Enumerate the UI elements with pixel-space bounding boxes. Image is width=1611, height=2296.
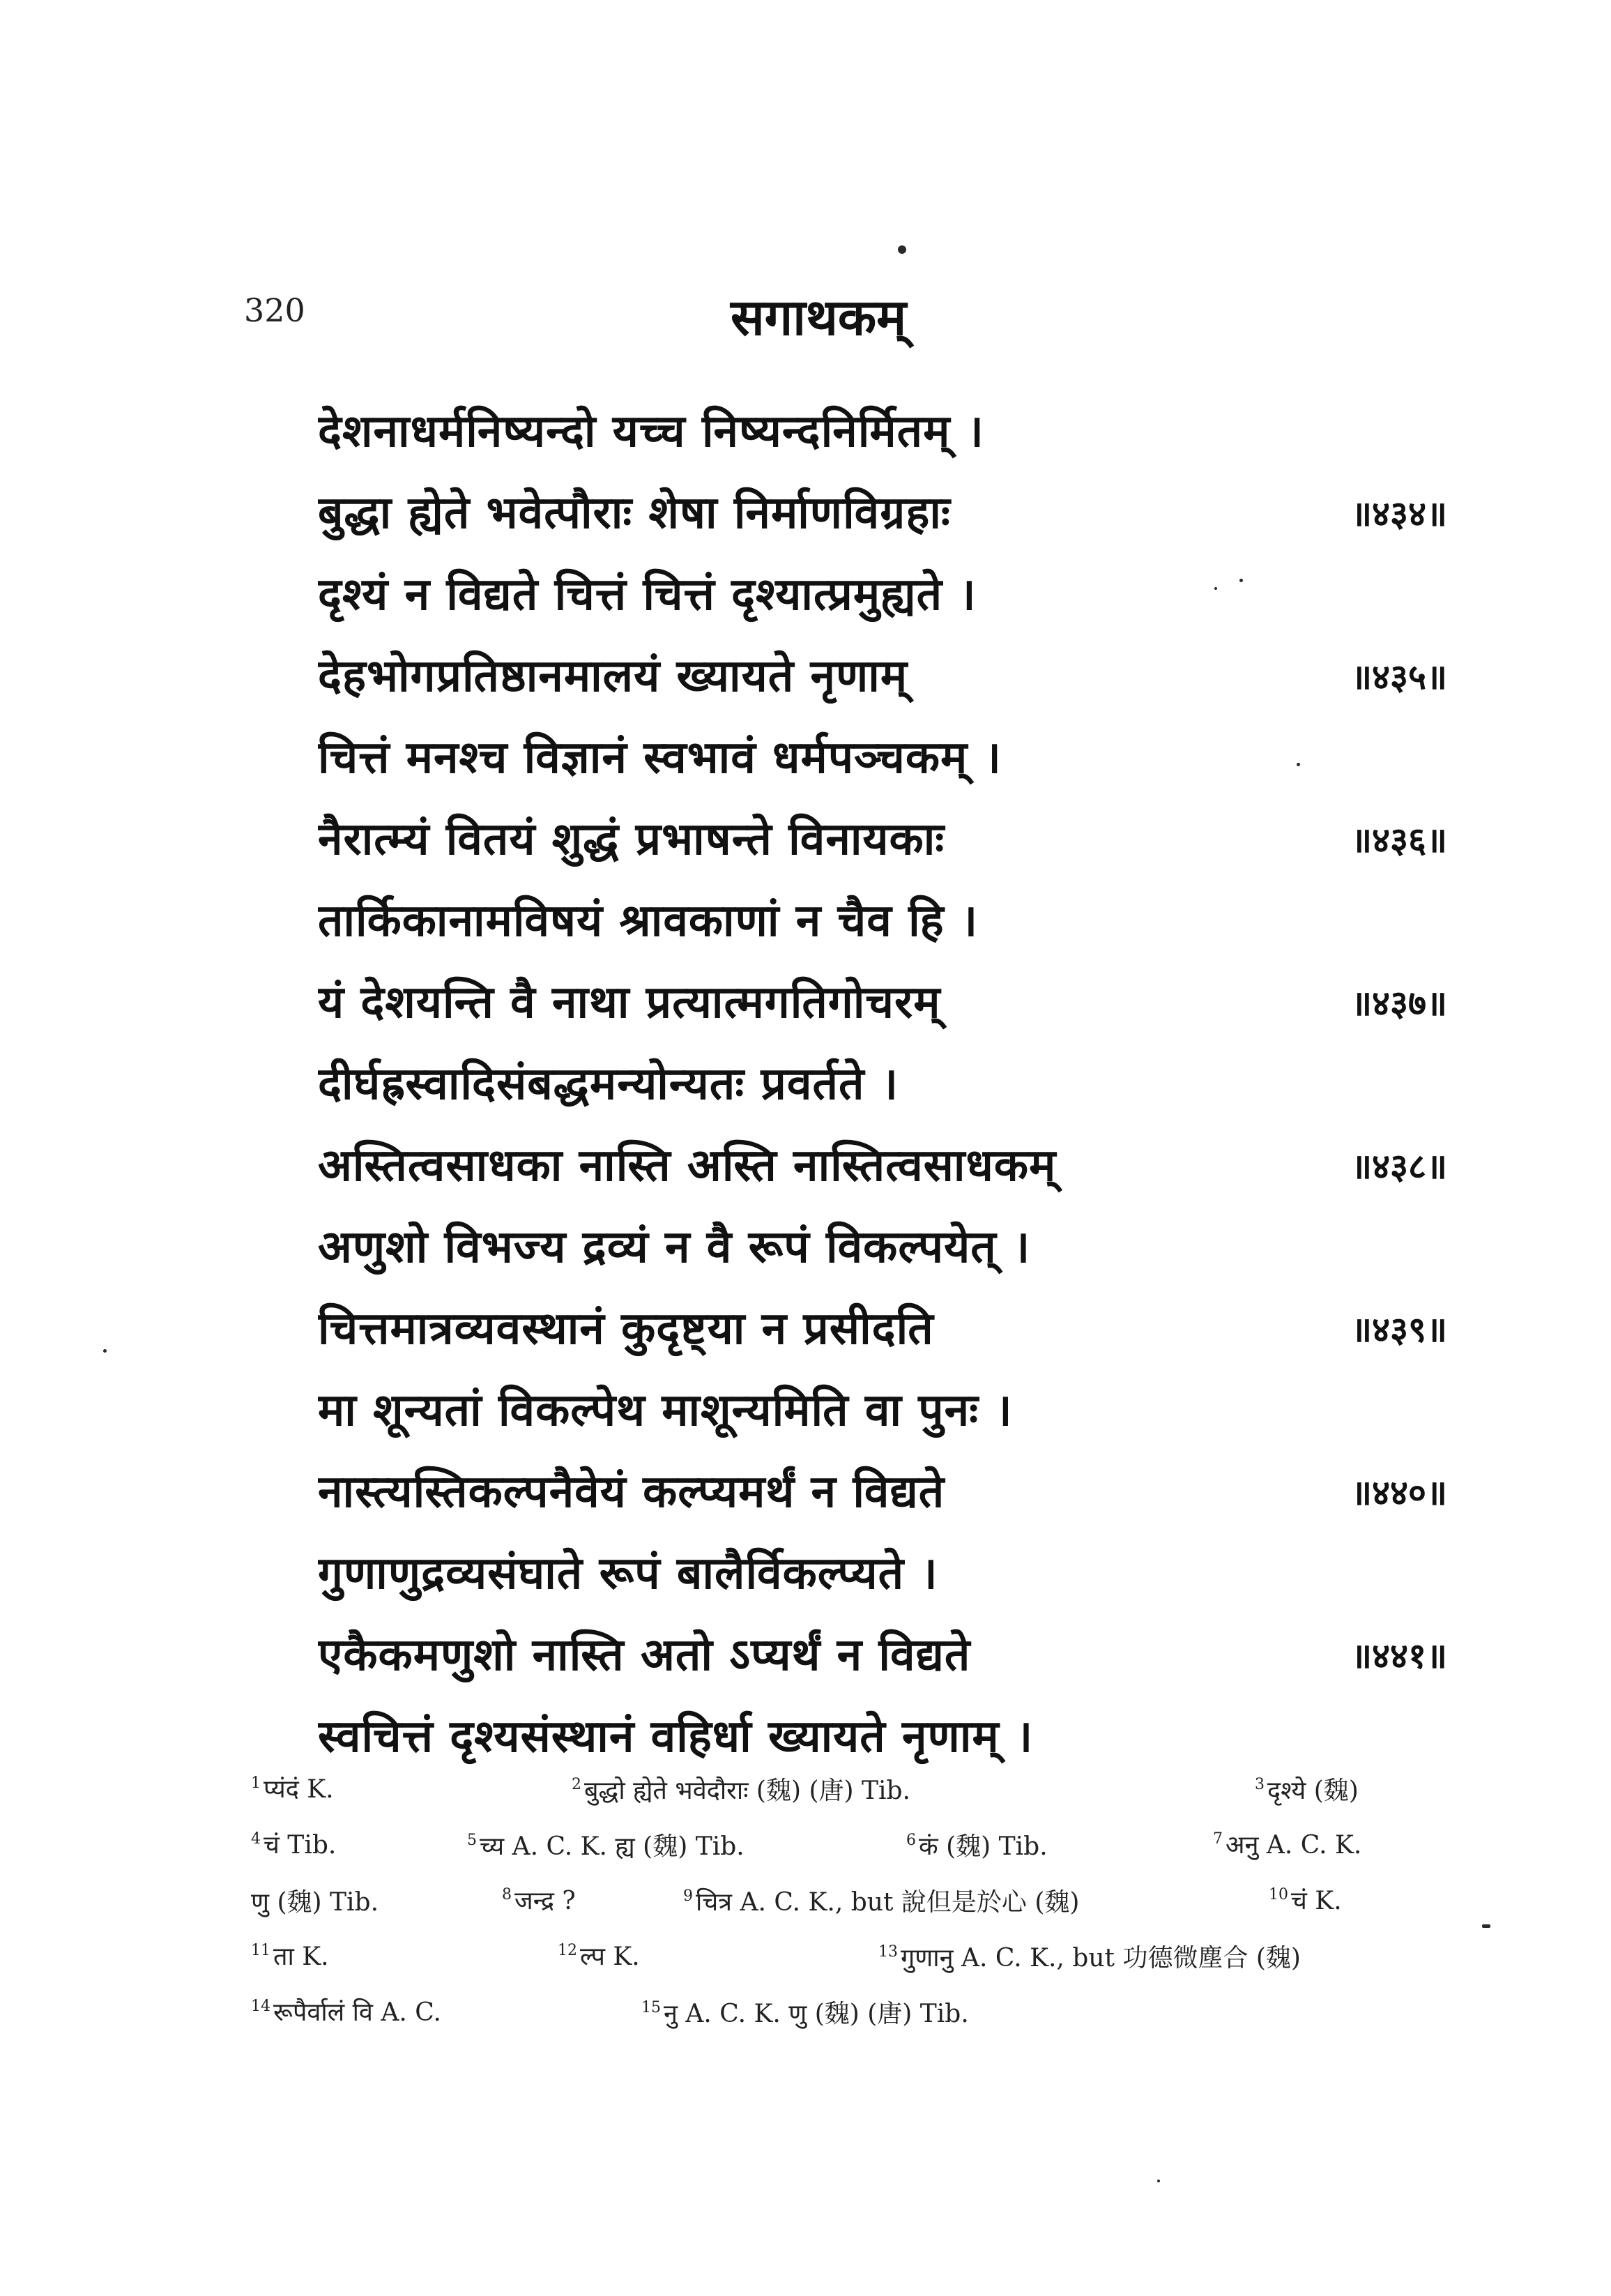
verse-line: [318, 1534, 1447, 1615]
verse-line: [318, 1289, 1447, 1371]
verse-text: नास्त्यस्तिकल्पनैवेयं कल्प्यमर्थं न विद्यते: [318, 1466, 945, 1518]
footnote-marker: 5: [467, 1832, 477, 1849]
running-title: सगाथकम्: [731, 288, 907, 347]
verse-text: नैरात्म्यं वितयं शुद्धं प्रभाषन्ते विनायकाः: [318, 814, 945, 865]
footnote-text: नु A. C. K. णु (魏) (唐) Tib.: [664, 2000, 969, 2028]
footnote-marker: 6: [906, 1832, 916, 1849]
verse-text: स्वचित्तं दृश्यसंस्थानं वहिर्धा ख्यायते नृणाम् ।: [318, 1711, 1034, 1763]
print-speck: [103, 1349, 107, 1353]
footnote-text: रूपैर्वालं वि A. C.: [273, 1998, 441, 2027]
footnote: [1255, 1771, 1359, 1807]
footnote-marker: 11: [251, 1942, 270, 1959]
footnote: [1213, 1827, 1361, 1861]
verse-text: देशनाधर्मनिष्यन्दो यच्च निष्यन्दनिर्मितम् ।: [318, 406, 984, 457]
footnote-row: [251, 1994, 1450, 2050]
verse-text: अस्तित्वसाधका नास्ति अस्ति नास्तित्वसाधकम्: [318, 1140, 1057, 1192]
verse-number: ॥४४०॥: [1351, 1473, 1447, 1513]
footnote: [558, 1938, 640, 1972]
verse-line: [318, 1126, 1447, 1208]
footnote-marker: 2: [572, 1776, 581, 1793]
verse-line: [318, 1697, 1447, 1779]
footnote-marker: 12: [558, 1942, 577, 1959]
verse-line: [318, 881, 1447, 963]
verse-text: चित्तमात्रव्यवस्थानं कुदृष्ट्या न प्रसीदति: [318, 1303, 934, 1355]
footnote: [572, 1771, 910, 1807]
verse-line: [318, 1615, 1447, 1697]
page-number: 320: [244, 291, 305, 329]
footnote-text: प्यंदं K.: [264, 1775, 334, 1804]
verse-text: यं देशयन्ति वै नाथा प्रत्यात्मगतिगोचरम्: [318, 977, 941, 1028]
verse-number: ॥४३५॥: [1351, 657, 1447, 697]
footnote-text: जन्द्र ?: [514, 1887, 576, 1915]
print-speck: [1482, 1924, 1490, 1928]
verse-text: बुद्धा ह्येते भवेत्पौराः शेषा निर्माणविग्रहाः: [318, 487, 951, 539]
footnote-marker: 8: [502, 1886, 512, 1903]
verse-text: चित्तं मनश्च विज्ञानं स्वभावं धर्मपञ्चकम् ।: [318, 732, 1002, 784]
footnote: [467, 1827, 745, 1862]
verse-text: मा शून्यतां विकल्पेथ माशून्यमिति वा पुनः ।: [318, 1385, 1013, 1436]
footnote-text: ता K.: [273, 1943, 329, 1971]
verse-line: [318, 1371, 1447, 1452]
footnote: [1269, 1883, 1342, 1917]
verse-text: अणुशो विभज्य द्रव्यं न वै रूपं विकल्पयेत् ।: [318, 1222, 1031, 1273]
footnote-marker: 1: [251, 1774, 261, 1792]
footnote: [502, 1883, 576, 1917]
footnotes: [251, 1771, 1450, 2050]
footnote-marker: 15: [641, 1999, 661, 2016]
verse-line: [318, 637, 1447, 718]
verse-text: तार्किकानामविषयं श्रावकाणां न चैव हि ।: [318, 895, 979, 947]
footnote: [251, 1771, 334, 1805]
footnote: [251, 1883, 379, 1918]
footnote-marker: 7: [1213, 1830, 1223, 1848]
verse-text: दृश्यं न विद्यते चित्तं चित्तं दृश्यात्प्रमुह्यते ।: [318, 569, 977, 621]
verse-text: गुणाणुद्रव्यसंघाते रूपं बालैर्विकल्प्यते ।: [318, 1548, 938, 1599]
verse-line: [318, 1208, 1447, 1289]
verse-text: देहभोगप्रतिष्ठानमालयं ख्यायते नृणाम्: [318, 651, 908, 702]
footnote: [906, 1827, 1048, 1862]
print-speck: [1214, 587, 1217, 590]
footnote: [683, 1883, 1079, 1918]
verse-block: [318, 392, 1447, 1779]
footnote: [251, 1938, 329, 1972]
footnote-text: ल्प K.: [580, 1943, 640, 1971]
footnote-row: [251, 1771, 1450, 1827]
verse-line: [318, 1452, 1447, 1534]
footnote-marker: 9: [683, 1887, 693, 1905]
footnote-marker: 3: [1255, 1776, 1265, 1793]
verse-number: ॥४३७॥: [1351, 983, 1447, 1024]
verse-number: ॥४३६॥: [1351, 820, 1447, 860]
verse-line: [318, 1044, 1447, 1126]
footnote-marker: 4: [251, 1830, 261, 1848]
verse-number: ॥४३८॥: [1351, 1146, 1447, 1187]
footnote-row: [251, 1827, 1450, 1883]
footnote-text: चित्र A. C. K., but 說但是於心 (魏): [696, 1888, 1080, 1917]
footnote: [641, 1994, 969, 2030]
verse-text: एकैकमणुशो नास्ति अतो ऽप्यर्थं न विद्यते: [318, 1629, 971, 1681]
footnote: [251, 1994, 441, 2028]
footnote-text: णु (魏) Tib.: [251, 1888, 379, 1917]
verse-line: [318, 555, 1447, 637]
footnote-text: चं Tib.: [264, 1831, 337, 1860]
footnote-text: गुणानु A. C. K., but 功德微塵合 (魏): [901, 1944, 1301, 1972]
print-speck: [1239, 579, 1243, 582]
verse-line: [318, 963, 1447, 1044]
verse-number: ॥४३९॥: [1351, 1309, 1447, 1350]
verse-line: [318, 800, 1447, 881]
print-speck: [1297, 763, 1300, 766]
footnote-marker: 14: [251, 1998, 270, 2015]
footnote: [878, 1938, 1301, 1974]
footnote-row: [251, 1938, 1450, 1994]
footnote-row: [251, 1883, 1450, 1938]
verse-line: [318, 392, 1447, 473]
verse-text: दीर्घह्रस्वादिसंबद्धमन्योन्यतः प्रवर्तते ।: [318, 1058, 899, 1110]
footnote-text: च्य A. C. K. ह्य (魏) Tib.: [480, 1832, 745, 1861]
footnote-text: बुद्धो ह्येते भवेदौराः (魏) (唐) Tib.: [584, 1777, 910, 1805]
footnote-text: दृश्ये (魏): [1267, 1777, 1359, 1805]
verse-line: [318, 718, 1447, 800]
footnote-text: कं (魏) Tib.: [919, 1832, 1048, 1861]
verse-line: [318, 473, 1447, 555]
footnote-marker: 13: [878, 1943, 898, 1961]
verse-number: ॥४४१॥: [1351, 1636, 1447, 1676]
verse-number: ॥४३४॥: [1351, 494, 1447, 534]
footnote-text: अनु A. C. K.: [1226, 1831, 1362, 1860]
header-dot-mark: [898, 245, 906, 254]
footnote-text: चं K.: [1291, 1887, 1342, 1915]
print-speck: [1157, 2180, 1160, 2182]
footnote: [251, 1827, 336, 1861]
footnote-marker: 10: [1269, 1886, 1288, 1903]
